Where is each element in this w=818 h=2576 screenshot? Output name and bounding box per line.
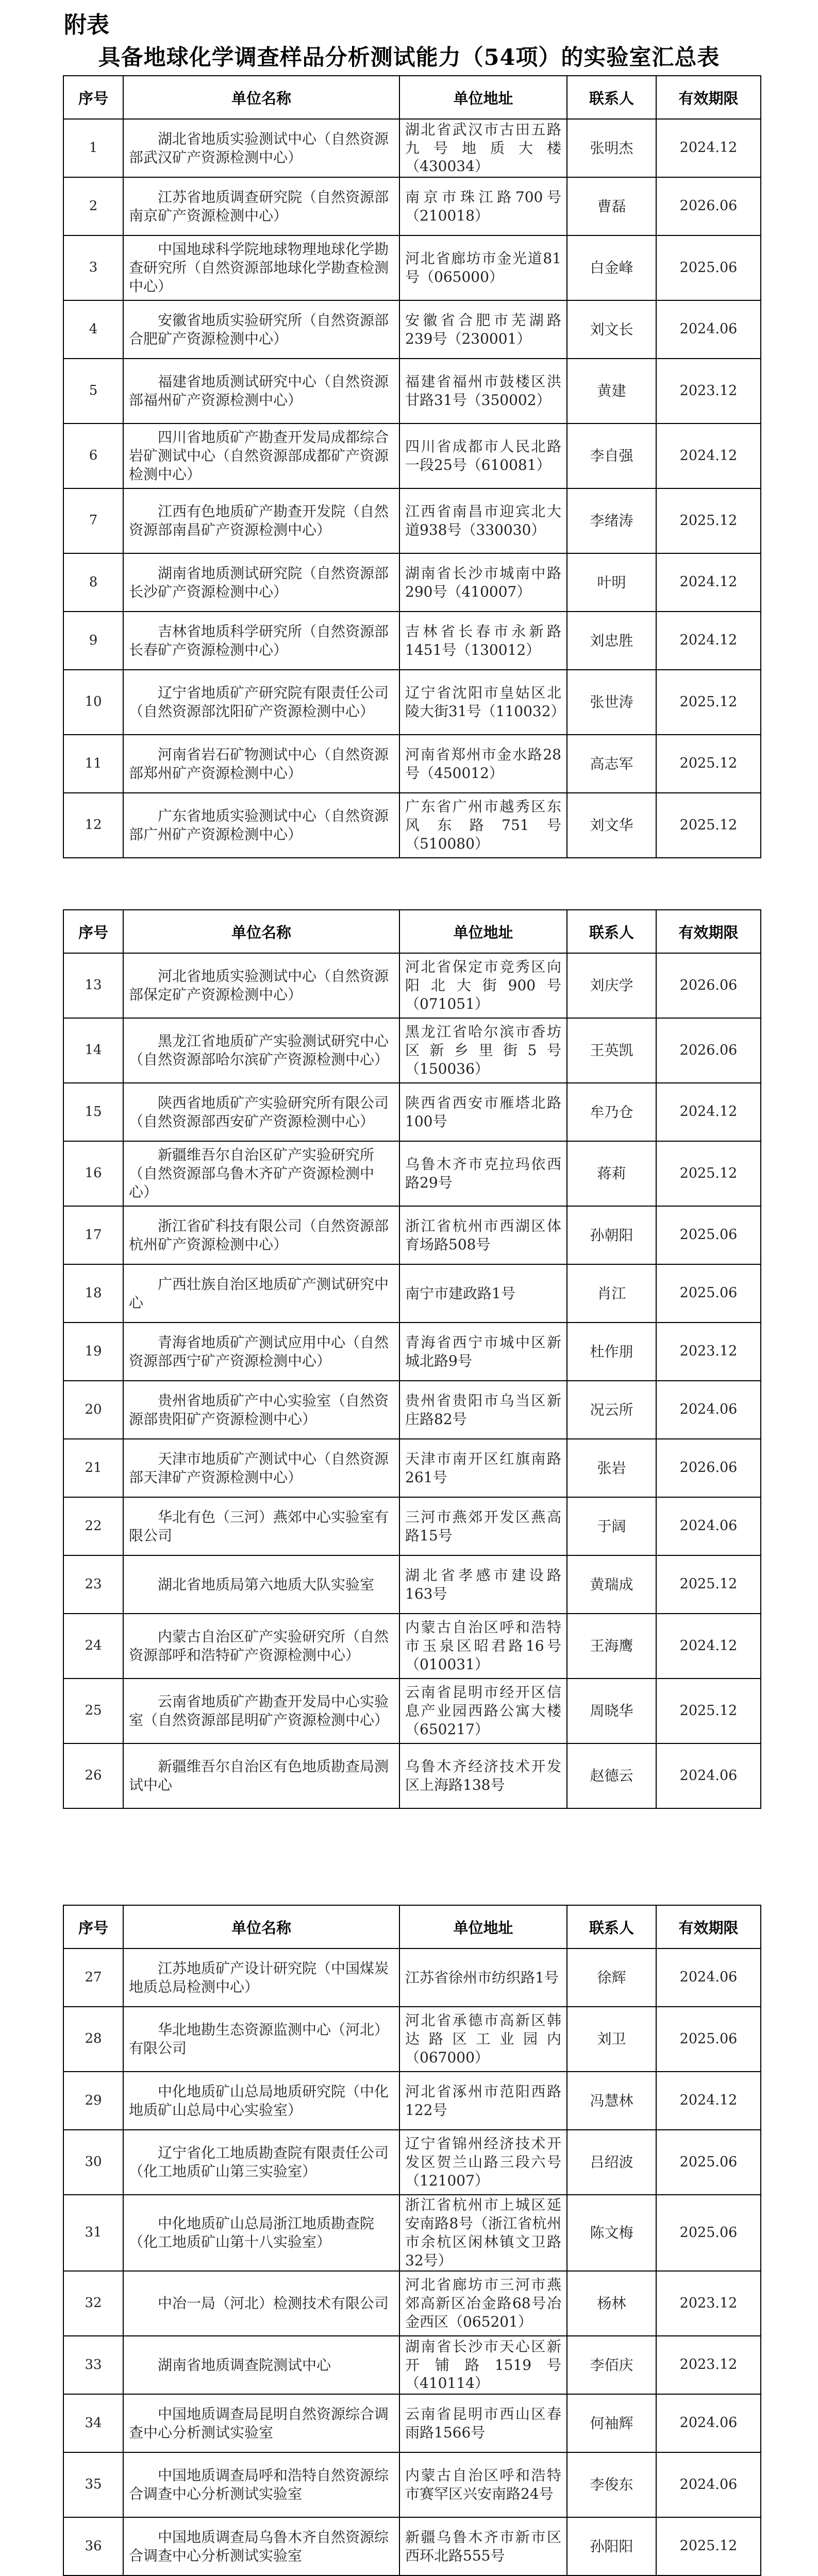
contact-cell: 王海鹰 bbox=[567, 1614, 656, 1679]
seq-cell: 30 bbox=[63, 2130, 123, 2195]
header-validity: 有效期限 bbox=[656, 910, 761, 953]
seq-cell: 22 bbox=[63, 1497, 123, 1555]
validity-cell: 2024.06 bbox=[656, 2452, 761, 2517]
table-row bbox=[63, 235, 761, 300]
seq-cell: 29 bbox=[63, 2072, 123, 2130]
table-header-row bbox=[63, 1905, 761, 1948]
document-title: 具备地球化学调查样品分析测试能力（54项）的实验室汇总表 bbox=[98, 45, 720, 71]
address-cell: 三河市燕郊开发区燕高路15号 bbox=[399, 1497, 567, 1555]
table-row bbox=[63, 1614, 761, 1679]
address-cell: 河北省承德市高新区韩达路区工业园内（067000） bbox=[399, 2007, 567, 2072]
lab-table-1 bbox=[63, 75, 761, 858]
address-cell: 天津市南开区红旗南路261号 bbox=[399, 1439, 567, 1497]
seq-cell: 15 bbox=[63, 1083, 123, 1141]
table-row bbox=[63, 2072, 761, 2130]
header-address: 单位地址 bbox=[399, 1905, 567, 1948]
address-cell: 南京市珠江路700号（210018） bbox=[399, 177, 567, 235]
unit-name-cell: 云南省地质矿产勘查开发局中心实验室（自然资源部昆明矿产资源检测中心） bbox=[123, 1679, 399, 1743]
unit-name-cell: 陕西省地质矿产实验研究所有限公司（自然资源部西安矿产资源检测中心） bbox=[123, 1083, 399, 1141]
address-cell: 湖北省武汉市古田五路九号地质大楼（430034） bbox=[399, 119, 567, 177]
header-unit-name: 单位名称 bbox=[123, 910, 399, 953]
seq-cell: 31 bbox=[63, 2195, 123, 2271]
header-contact: 联系人 bbox=[567, 1905, 656, 1948]
address-cell: 河北省保定市竞秀区向阳北大街900号（071051） bbox=[399, 953, 567, 1018]
seq-cell: 33 bbox=[63, 2336, 123, 2394]
unit-name-cell: 中冶一局（河北）检测技术有限公司 bbox=[123, 2271, 399, 2336]
table-row bbox=[63, 1948, 761, 2007]
validity-cell: 2025.06 bbox=[656, 1206, 761, 1264]
header-unit-name: 单位名称 bbox=[123, 76, 399, 119]
unit-name-cell: 湖北省地质实验测试中心（自然资源部武汉矿产资源检测中心） bbox=[123, 119, 399, 177]
address-cell: 湖北省孝感市建设路163号 bbox=[399, 1555, 567, 1614]
contact-cell: 吕绍波 bbox=[567, 2130, 656, 2195]
unit-name-cell: 浙江省矿科技有限公司（自然资源部杭州矿产资源检测中心） bbox=[123, 1206, 399, 1264]
table-row bbox=[63, 1679, 761, 1743]
seq-cell: 25 bbox=[63, 1679, 123, 1743]
contact-cell: 刘文长 bbox=[567, 300, 656, 359]
seq-cell: 21 bbox=[63, 1439, 123, 1497]
address-cell: 河北省廊坊市三河市燕郊高新区冶金路68号冶金西区（065201） bbox=[399, 2271, 567, 2336]
table-header-row bbox=[63, 76, 761, 119]
validity-cell: 2025.12 bbox=[656, 2517, 761, 2575]
contact-cell: 叶明 bbox=[567, 553, 656, 612]
contact-cell: 刘文华 bbox=[567, 793, 656, 858]
address-cell: 湖南省长沙市天心区新开铺路1519号（410114） bbox=[399, 2336, 567, 2394]
contact-cell: 高志军 bbox=[567, 735, 656, 793]
seq-cell: 34 bbox=[63, 2394, 123, 2452]
address-cell: 河北省涿州市范阳西路122号 bbox=[399, 2072, 567, 2130]
table-row bbox=[63, 119, 761, 177]
seq-cell: 27 bbox=[63, 1948, 123, 2007]
seq-cell: 26 bbox=[63, 1743, 123, 1808]
validity-cell: 2025.06 bbox=[656, 2130, 761, 2195]
seq-cell: 13 bbox=[63, 953, 123, 1018]
unit-name-cell: 中国地质调查局乌鲁木齐自然资源综合调查中心分析测试实验室 bbox=[123, 2517, 399, 2575]
seq-cell: 3 bbox=[63, 235, 123, 300]
address-cell: 福建省福州市鼓楼区洪甘路31号（350002） bbox=[399, 359, 567, 423]
header-validity: 有效期限 bbox=[656, 1905, 761, 1948]
unit-name-cell: 广东省地质实验测试中心（自然资源部广州矿产资源检测中心） bbox=[123, 793, 399, 858]
contact-cell: 于阔 bbox=[567, 1497, 656, 1555]
validity-cell: 2025.06 bbox=[656, 2007, 761, 2072]
contact-cell: 张世涛 bbox=[567, 670, 656, 735]
seq-cell: 17 bbox=[63, 1206, 123, 1264]
unit-name-cell: 青海省地质矿产测试应用中心（自然资源部西宁矿产资源检测中心） bbox=[123, 1323, 399, 1381]
address-cell: 青海省西宁市城中区新城北路9号 bbox=[399, 1323, 567, 1381]
address-cell: 浙江省杭州市上城区延安南路8号（浙江省杭州市余杭区闲林镇文卫路32号） bbox=[399, 2195, 567, 2271]
table-row bbox=[63, 1264, 761, 1323]
seq-cell: 4 bbox=[63, 300, 123, 359]
header-address: 单位地址 bbox=[399, 76, 567, 119]
unit-name-cell: 辽宁省化工地质勘查院有限责任公司（化工地质矿山第三实验室） bbox=[123, 2130, 399, 2195]
lab-table-2 bbox=[63, 909, 761, 1809]
table-row bbox=[63, 670, 761, 735]
contact-cell: 黄建 bbox=[567, 359, 656, 423]
table-row bbox=[63, 300, 761, 359]
address-cell: 广东省广州市越秀区东风东路751号（510080） bbox=[399, 793, 567, 858]
header-seq: 序号 bbox=[63, 76, 123, 119]
validity-cell: 2024.06 bbox=[656, 300, 761, 359]
address-cell: 云南省昆明市西山区春雨路1566号 bbox=[399, 2394, 567, 2452]
header-seq: 序号 bbox=[63, 910, 123, 953]
seq-cell: 32 bbox=[63, 2271, 123, 2336]
seq-cell: 6 bbox=[63, 423, 123, 488]
seq-cell: 2 bbox=[63, 177, 123, 235]
address-cell: 河北省廊坊市金光道81号（065000） bbox=[399, 235, 567, 300]
contact-cell: 赵德云 bbox=[567, 1743, 656, 1808]
unit-name-cell: 四川省地质矿产勘查开发局成都综合岩矿测试中心（自然资源部成都矿产资源检测中心） bbox=[123, 423, 399, 488]
unit-name-cell: 江苏省地质调查研究院（自然资源部南京矿产资源检测中心） bbox=[123, 177, 399, 235]
address-cell: 江苏省徐州市纺织路1号 bbox=[399, 1948, 567, 2007]
table-row bbox=[63, 1439, 761, 1497]
seq-cell: 16 bbox=[63, 1141, 123, 1206]
seq-cell: 9 bbox=[63, 612, 123, 670]
table-row bbox=[63, 793, 761, 858]
validity-cell: 2024.06 bbox=[656, 1381, 761, 1439]
table-row bbox=[63, 612, 761, 670]
table-row bbox=[63, 423, 761, 488]
unit-name-cell: 河南省岩石矿物测试中心（自然资源部郑州矿产资源检测中心） bbox=[123, 735, 399, 793]
address-cell: 浙江省杭州市西湖区体育场路508号 bbox=[399, 1206, 567, 1264]
table-row bbox=[63, 1497, 761, 1555]
unit-name-cell: 湖北省地质局第六地质大队实验室 bbox=[123, 1555, 399, 1614]
seq-cell: 28 bbox=[63, 2007, 123, 2072]
unit-name-cell: 中国地球科学院地球物理地球化学勘查研究所（自然资源部地球化学勘查检测中心） bbox=[123, 235, 399, 300]
table-row bbox=[63, 359, 761, 423]
contact-cell: 况云所 bbox=[567, 1381, 656, 1439]
validity-cell: 2025.12 bbox=[656, 1679, 761, 1743]
table-row bbox=[63, 1743, 761, 1808]
unit-name-cell: 湖南省地质调查院测试中心 bbox=[123, 2336, 399, 2394]
address-cell: 河南省郑州市金水路28号（450012） bbox=[399, 735, 567, 793]
table-row bbox=[63, 2336, 761, 2394]
seq-cell: 1 bbox=[63, 119, 123, 177]
appendix-label: 附表 bbox=[64, 12, 109, 38]
contact-cell: 陈文梅 bbox=[567, 2195, 656, 2271]
contact-cell: 李佰庆 bbox=[567, 2336, 656, 2394]
contact-cell: 李俊东 bbox=[567, 2452, 656, 2517]
validity-cell: 2025.06 bbox=[656, 1264, 761, 1323]
unit-name-cell: 内蒙古自治区矿产实验研究所（自然资源部呼和浩特矿产资源检测中心） bbox=[123, 1614, 399, 1679]
table-row bbox=[63, 2271, 761, 2336]
header-seq: 序号 bbox=[63, 1905, 123, 1948]
table-row bbox=[63, 1206, 761, 1264]
contact-cell: 王英凯 bbox=[567, 1018, 656, 1083]
table-row bbox=[63, 2195, 761, 2271]
address-cell: 乌鲁木齐经济技术开发区上海路138号 bbox=[399, 1743, 567, 1808]
table-row bbox=[63, 1323, 761, 1381]
validity-cell: 2025.12 bbox=[656, 1555, 761, 1614]
validity-cell: 2024.12 bbox=[656, 119, 761, 177]
seq-cell: 36 bbox=[63, 2517, 123, 2575]
unit-name-cell: 河北省地质实验测试中心（自然资源部保定矿产资源检测中心） bbox=[123, 953, 399, 1018]
seq-cell: 10 bbox=[63, 670, 123, 735]
contact-cell: 李绪涛 bbox=[567, 488, 656, 553]
validity-cell: 2024.12 bbox=[656, 1083, 761, 1141]
unit-name-cell: 中化地质矿山总局浙江地质勘查院（化工地质矿山第十八实验室） bbox=[123, 2195, 399, 2271]
unit-name-cell: 新疆维吾尔自治区矿产实验研究所（自然资源部乌鲁木齐矿产资源检测中心） bbox=[123, 1141, 399, 1206]
validity-cell: 2024.06 bbox=[656, 1497, 761, 1555]
validity-cell: 2023.12 bbox=[656, 1323, 761, 1381]
contact-cell: 何袖辉 bbox=[567, 2394, 656, 2452]
unit-name-cell: 安徽省地质实验研究所（自然资源部合肥矿产资源检测中心） bbox=[123, 300, 399, 359]
table-row bbox=[63, 2130, 761, 2195]
contact-cell: 李自强 bbox=[567, 423, 656, 488]
validity-cell: 2023.12 bbox=[656, 2271, 761, 2336]
seq-cell: 23 bbox=[63, 1555, 123, 1614]
contact-cell: 张岩 bbox=[567, 1439, 656, 1497]
table-row bbox=[63, 2394, 761, 2452]
contact-cell: 张明杰 bbox=[567, 119, 656, 177]
seq-cell: 5 bbox=[63, 359, 123, 423]
validity-cell: 2023.12 bbox=[656, 359, 761, 423]
address-cell: 安徽省合肥市芜湖路239号（230001） bbox=[399, 300, 567, 359]
header-contact: 联系人 bbox=[567, 76, 656, 119]
unit-name-cell: 湖南省地质测试研究院（自然资源部长沙矿产资源检测中心） bbox=[123, 553, 399, 612]
validity-cell: 2025.12 bbox=[656, 793, 761, 858]
contact-cell: 周晓华 bbox=[567, 1679, 656, 1743]
unit-name-cell: 吉林省地质科学研究所（自然资源部长春矿产资源检测中心） bbox=[123, 612, 399, 670]
validity-cell: 2026.06 bbox=[656, 953, 761, 1018]
validity-cell: 2025.12 bbox=[656, 488, 761, 553]
contact-cell: 黄瑞成 bbox=[567, 1555, 656, 1614]
address-cell: 乌鲁木齐市克拉玛依西路29号 bbox=[399, 1141, 567, 1206]
table-row bbox=[63, 1083, 761, 1141]
validity-cell: 2025.06 bbox=[656, 2195, 761, 2271]
validity-cell: 2025.06 bbox=[656, 235, 761, 300]
validity-cell: 2026.06 bbox=[656, 177, 761, 235]
unit-name-cell: 中化地质矿山总局地质研究院（中化地质矿山总局中心实验室） bbox=[123, 2072, 399, 2130]
contact-cell: 肖江 bbox=[567, 1264, 656, 1323]
address-cell: 黑龙江省哈尔滨市香坊区新乡里街5号（150036） bbox=[399, 1018, 567, 1083]
contact-cell: 杜作朋 bbox=[567, 1323, 656, 1381]
seq-cell: 24 bbox=[63, 1614, 123, 1679]
validity-cell: 2025.12 bbox=[656, 735, 761, 793]
contact-cell: 白金峰 bbox=[567, 235, 656, 300]
contact-cell: 蒋莉 bbox=[567, 1141, 656, 1206]
validity-cell: 2024.06 bbox=[656, 1743, 761, 1808]
validity-cell: 2025.12 bbox=[656, 1141, 761, 1206]
table-row bbox=[63, 2452, 761, 2517]
validity-cell: 2024.12 bbox=[656, 1614, 761, 1679]
table-row bbox=[63, 488, 761, 553]
header-validity: 有效期限 bbox=[656, 76, 761, 119]
contact-cell: 曹磊 bbox=[567, 177, 656, 235]
table-row bbox=[63, 735, 761, 793]
seq-cell: 11 bbox=[63, 735, 123, 793]
unit-name-cell: 黑龙江省地质矿产实验测试研究中心（自然资源部哈尔滨矿产资源检测中心） bbox=[123, 1018, 399, 1083]
address-cell: 内蒙古自治区呼和浩特市赛罕区兴安南路24号 bbox=[399, 2452, 567, 2517]
contact-cell: 牟乃仓 bbox=[567, 1083, 656, 1141]
unit-name-cell: 新疆维吾尔自治区有色地质勘查局测试中心 bbox=[123, 1743, 399, 1808]
unit-name-cell: 江苏地质矿产设计研究院（中国煤炭地质总局检测中心） bbox=[123, 1948, 399, 2007]
contact-cell: 刘卫 bbox=[567, 2007, 656, 2072]
address-cell: 辽宁省锦州经济技术开发区贺兰山路三段六号（121007） bbox=[399, 2130, 567, 2195]
table-row bbox=[63, 2517, 761, 2575]
seq-cell: 19 bbox=[63, 1323, 123, 1381]
header-unit-name: 单位名称 bbox=[123, 1905, 399, 1948]
table-row bbox=[63, 1141, 761, 1206]
header-address: 单位地址 bbox=[399, 910, 567, 953]
address-cell: 辽宁省沈阳市皇姑区北陵大街31号（110032） bbox=[399, 670, 567, 735]
address-cell: 四川省成都市人民北路一段25号（610081） bbox=[399, 423, 567, 488]
contact-cell: 孙阳阳 bbox=[567, 2517, 656, 2575]
validity-cell: 2023.12 bbox=[656, 2336, 761, 2394]
seq-cell: 20 bbox=[63, 1381, 123, 1439]
seq-cell: 12 bbox=[63, 793, 123, 858]
table-row bbox=[63, 553, 761, 612]
unit-name-cell: 中国地质调查局呼和浩特自然资源综合调查中心分析测试实验室 bbox=[123, 2452, 399, 2517]
address-cell: 湖南省长沙市城南中路290号（410007） bbox=[399, 553, 567, 612]
validity-cell: 2024.12 bbox=[656, 2072, 761, 2130]
table-row bbox=[63, 1555, 761, 1614]
unit-name-cell: 中国地质调查局昆明自然资源综合调查中心分析测试实验室 bbox=[123, 2394, 399, 2452]
table-row bbox=[63, 1381, 761, 1439]
table-row bbox=[63, 2007, 761, 2072]
address-cell: 贵州省贵阳市乌当区新庄路82号 bbox=[399, 1381, 567, 1439]
seq-cell: 35 bbox=[63, 2452, 123, 2517]
contact-cell: 徐辉 bbox=[567, 1948, 656, 2007]
contact-cell: 孙朝阳 bbox=[567, 1206, 656, 1264]
address-cell: 江西省南昌市迎宾北大道938号（330030） bbox=[399, 488, 567, 553]
contact-cell: 杨林 bbox=[567, 2271, 656, 2336]
seq-cell: 8 bbox=[63, 553, 123, 612]
unit-name-cell: 辽宁省地质矿产研究院有限责任公司（自然资源部沈阳矿产资源检测中心） bbox=[123, 670, 399, 735]
validity-cell: 2024.12 bbox=[656, 612, 761, 670]
unit-name-cell: 天津市地质矿产测试中心（自然资源部天津矿产资源检测中心） bbox=[123, 1439, 399, 1497]
validity-cell: 2024.06 bbox=[656, 2394, 761, 2452]
table-row bbox=[63, 177, 761, 235]
validity-cell: 2024.12 bbox=[656, 423, 761, 488]
unit-name-cell: 江西有色地质矿产勘查开发院（自然资源部南昌矿产资源检测中心） bbox=[123, 488, 399, 553]
unit-name-cell: 华北有色（三河）燕郊中心实验室有限公司 bbox=[123, 1497, 399, 1555]
validity-cell: 2025.12 bbox=[656, 670, 761, 735]
unit-name-cell: 福建省地质测试研究中心（自然资源部福州矿产资源检测中心） bbox=[123, 359, 399, 423]
seq-cell: 7 bbox=[63, 488, 123, 553]
validity-cell: 2026.06 bbox=[656, 1439, 761, 1497]
address-cell: 内蒙古自治区呼和浩特市玉泉区昭君路16号（010031） bbox=[399, 1614, 567, 1679]
unit-name-cell: 广西壮族自治区地质矿产测试研究中心 bbox=[123, 1264, 399, 1323]
contact-cell: 刘忠胜 bbox=[567, 612, 656, 670]
unit-name-cell: 贵州省地质矿产中心实验室（自然资源部贵阳矿产资源检测中心） bbox=[123, 1381, 399, 1439]
address-cell: 陕西省西安市雁塔北路100号 bbox=[399, 1083, 567, 1141]
unit-name-cell: 华北地勘生态资源监测中心（河北）有限公司 bbox=[123, 2007, 399, 2072]
address-cell: 云南省昆明市经开区信息产业园西路公寓大楼（650217） bbox=[399, 1679, 567, 1743]
validity-cell: 2026.06 bbox=[656, 1018, 761, 1083]
lab-table-3 bbox=[63, 1905, 761, 2576]
validity-cell: 2024.12 bbox=[656, 553, 761, 612]
address-cell: 新疆乌鲁木齐市新市区西环北路555号 bbox=[399, 2517, 567, 2575]
address-cell: 南宁市建政路1号 bbox=[399, 1264, 567, 1323]
contact-cell: 刘庆学 bbox=[567, 953, 656, 1018]
table-row bbox=[63, 1018, 761, 1083]
validity-cell: 2024.06 bbox=[656, 1948, 761, 2007]
seq-cell: 14 bbox=[63, 1018, 123, 1083]
seq-cell: 18 bbox=[63, 1264, 123, 1323]
table-row bbox=[63, 953, 761, 1018]
address-cell: 吉林省长春市永新路1451号（130012） bbox=[399, 612, 567, 670]
contact-cell: 冯慧林 bbox=[567, 2072, 656, 2130]
header-contact: 联系人 bbox=[567, 910, 656, 953]
table-header-row bbox=[63, 910, 761, 953]
